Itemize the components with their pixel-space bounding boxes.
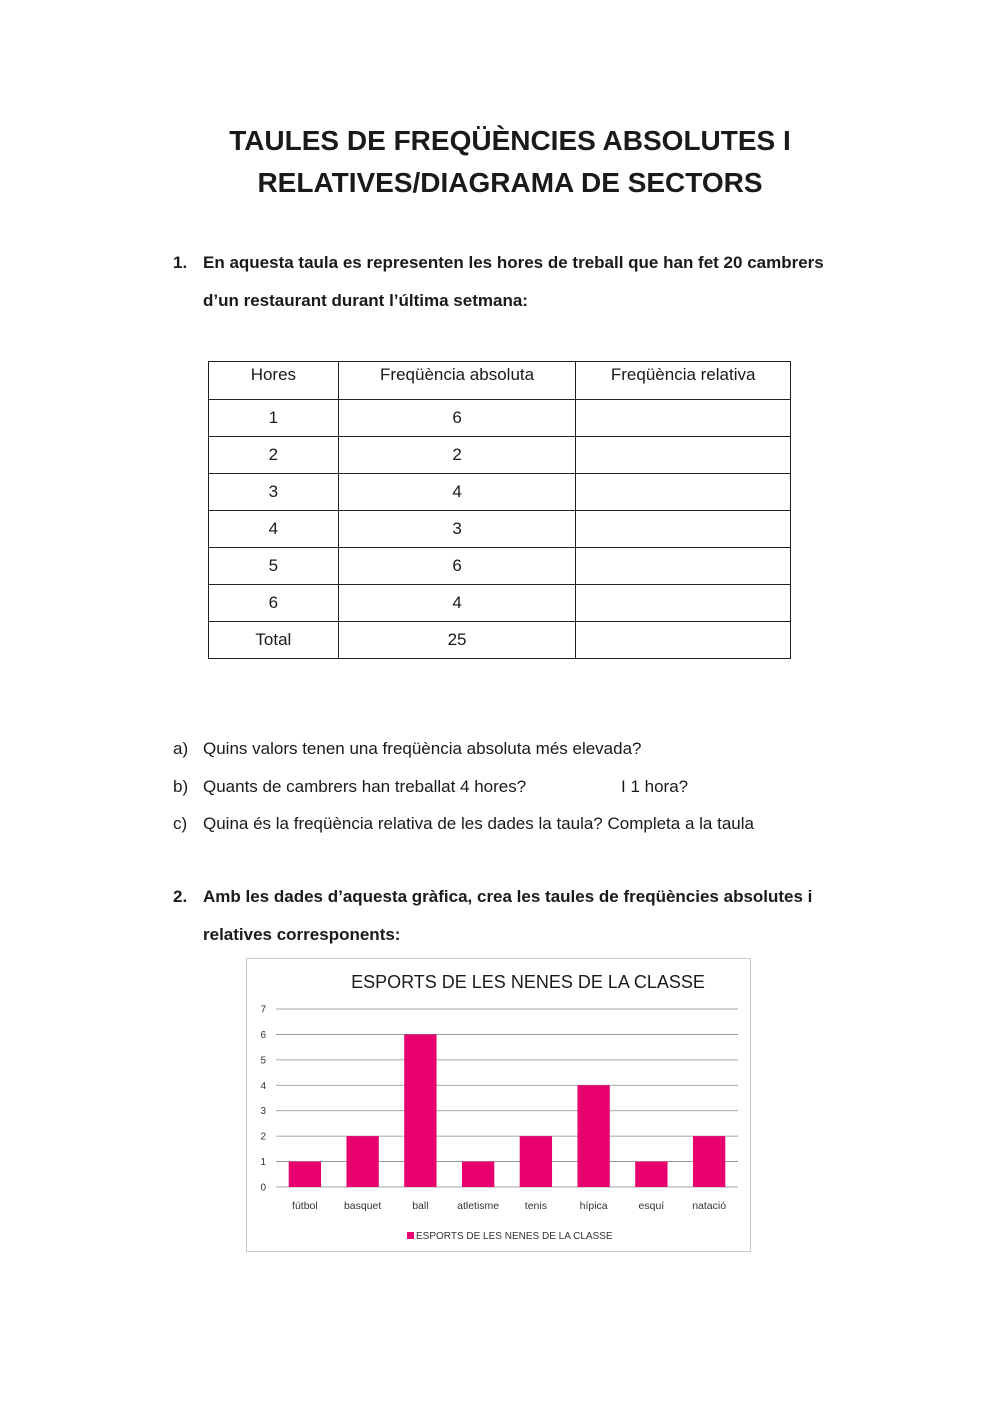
table-cell: Total [209,622,339,659]
question-1 [173,244,873,320]
bar [520,1136,552,1187]
subquestion-text: Quins valors tenen una freqüència absoluta més elevada? [203,739,642,758]
table-header-row [209,362,791,400]
page-title [180,120,840,204]
subquestion-text: Quants de cambrers han treballat 4 hores? [203,777,527,796]
table-row [209,511,791,548]
y-tick-label: 4 [260,1080,266,1092]
table-total-row [209,622,791,659]
table-row [209,400,791,437]
table-cell: 6 [338,400,576,437]
table-cell: 6 [209,585,339,622]
y-tick-label: 3 [260,1106,266,1118]
x-tick-label: hípica [579,1200,608,1212]
x-tick-label: basquet [343,1200,382,1212]
title-line-1: TAULES DE FREQÜÈNCIES ABSOLUTES I [229,125,791,156]
subquestion-label: c) [173,814,188,833]
y-tick-label: 6 [260,1029,266,1041]
table-cell: 3 [338,511,576,548]
legend-label: ESPORTS DE LES NENES DE LA CLASSE [416,1231,613,1242]
chart-title: ESPORTS DE LES NENES DE LA CLASSE [351,972,705,992]
bar [462,1162,494,1187]
table-cell: 6 [338,548,576,585]
table-cell: 3 [209,474,339,511]
x-tick-label: fútbol [292,1200,318,1212]
bar [346,1136,378,1187]
x-tick-label: atletisme [457,1200,500,1212]
table-cell-empty[interactable] [576,400,791,437]
table-cell: 1 [209,400,339,437]
table-header-cell: Freqüència relativa [576,362,791,400]
question-1-line-2: d’un restaurant durant l’última setmana: [203,291,528,310]
table-cell: 5 [209,548,339,585]
table-row [209,585,791,622]
y-tick-label: 7 [260,1004,266,1016]
table-cell-empty[interactable] [576,474,791,511]
bar [635,1162,667,1187]
subquestion-b [173,777,689,797]
bar [577,1085,609,1187]
subquestion-extra: I 1 hora? [621,777,689,796]
subquestion-label: b) [173,777,189,796]
frequency-table [208,361,791,659]
table-cell-empty[interactable] [576,548,791,585]
x-tick-label: tenis [524,1200,547,1212]
table-row [209,474,791,511]
table-cell: 4 [209,511,339,548]
subquestion-label: a) [173,739,189,758]
subquestion-text: Quina és la freqüència relativa de les dades la taula? Completa a la taula [203,814,754,833]
question-1-number: 1. [173,253,188,272]
question-2-number: 2. [173,887,188,906]
y-tick-label: 2 [260,1131,266,1143]
question-2-line-2: relatives corresponents: [203,925,401,944]
chart-legend [407,1231,613,1242]
table-cell-empty[interactable] [576,622,791,659]
chart-grid [276,1009,738,1187]
question-2-line-1: Amb les dades d’aquesta gràfica, crea les taules de freqüències absolutes i [203,887,813,906]
bar [404,1034,436,1187]
bar [693,1136,725,1187]
x-tick-label: natació [692,1200,727,1212]
bar-chart [246,958,751,1252]
subquestion-a [173,739,642,759]
table-row [209,548,791,585]
table-cell-empty[interactable] [576,511,791,548]
table-cell: 4 [338,474,576,511]
table-row [209,437,791,474]
x-tick-label: ball [412,1200,429,1212]
table-cell: 25 [338,622,576,659]
y-tick-label: 1 [260,1157,266,1169]
bar-chart-svg [247,959,752,1253]
table-cell: 2 [338,437,576,474]
table-header-cell: Hores [209,362,339,400]
x-tick-label: esquí [638,1200,665,1212]
question-1-line-1: En aquesta taula es representen les hores de treball que han fet 20 cambrers [203,253,824,272]
question-2 [173,878,873,954]
title-line-2: RELATIVES/DIAGRAMA DE SECTORS [257,167,763,198]
table-cell-empty[interactable] [576,437,791,474]
table-cell-empty[interactable] [576,585,791,622]
table-cell: 4 [338,585,576,622]
legend-swatch [407,1232,414,1239]
bar [289,1162,321,1187]
subquestion-c [173,814,754,834]
y-tick-label: 5 [260,1055,266,1067]
table-header-cell: Freqüència absoluta [338,362,576,400]
y-tick-label: 0 [260,1182,266,1194]
table-cell: 2 [209,437,339,474]
